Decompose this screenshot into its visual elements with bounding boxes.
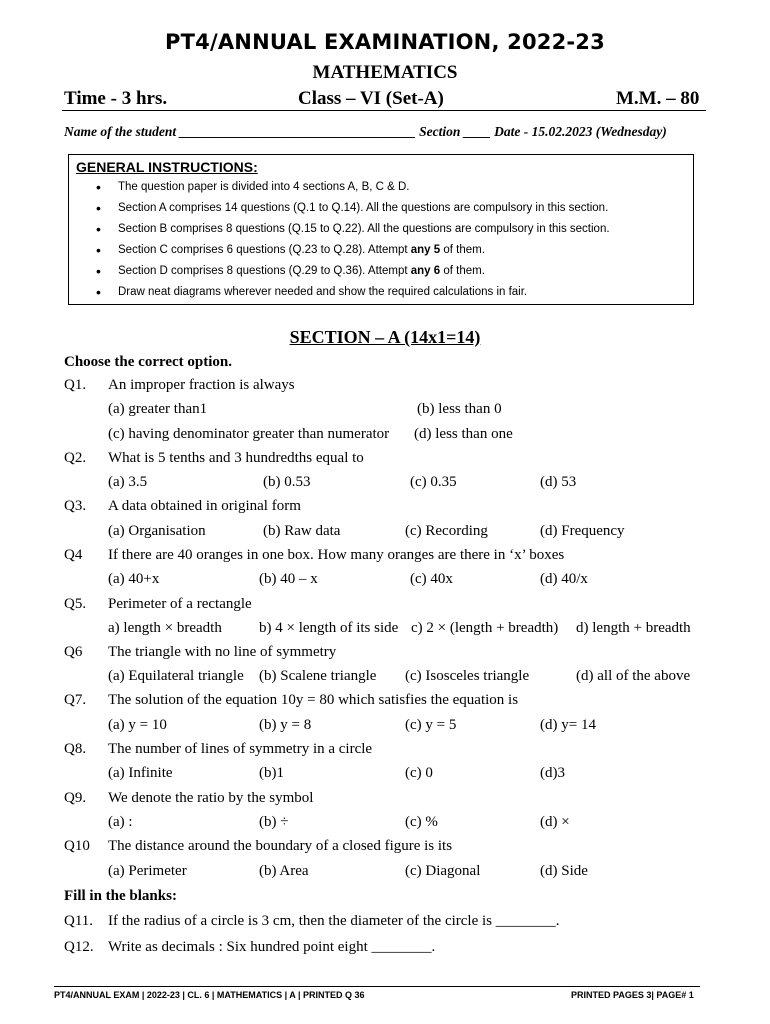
question-number: Q8. xyxy=(64,741,87,757)
footer-divider xyxy=(54,986,700,987)
question-number: Q3. xyxy=(64,498,87,514)
option: (d) Side xyxy=(540,863,588,879)
instructions-heading: GENERAL INSTRUCTIONS: xyxy=(76,159,258,175)
option: (c) 40x xyxy=(410,571,453,587)
option: b) 4 × length of its side xyxy=(259,620,399,636)
question-text: Perimeter of a rectangle xyxy=(108,596,252,612)
question-text: A data obtained in original form xyxy=(108,498,301,514)
option: (d) all of the above xyxy=(576,668,691,684)
question-text: The triangle with no line of symmetry xyxy=(108,644,337,660)
instruction-text: Section D comprises 8 questions (Q.29 to Q.36). Attempt xyxy=(118,265,411,277)
question-text: An improper fraction is always xyxy=(108,377,295,393)
exam-title: PT4/ANNUAL EXAMINATION, 2022-23 xyxy=(165,30,605,54)
question-number: Q10 xyxy=(64,838,90,854)
question-number: Q2. xyxy=(64,450,87,466)
question-number: Q9. xyxy=(64,790,87,806)
student-details-line: Name of the student ___________________________________ Section ____ Date - 15.02.2023 (Wednesday) xyxy=(64,124,667,139)
option: (b) ÷ xyxy=(259,814,289,830)
option: (a) Organisation xyxy=(108,523,206,539)
question-text: The distance around the boundary of a closed figure is its xyxy=(108,838,453,854)
option: (a) greater than1 xyxy=(108,401,208,417)
header-divider xyxy=(62,110,706,111)
question-number: Q11. xyxy=(64,913,94,929)
option: (d) × xyxy=(540,814,570,830)
option: (b) Raw data xyxy=(263,523,341,539)
option: (c) % xyxy=(405,814,438,830)
question-text: We denote the ratio by the symbol xyxy=(108,790,314,806)
footer-left: PT4/ANNUAL EXAM | 2022-23 | CL. 6 | MATHEMATICS | A | PRINTED Q 36 xyxy=(54,990,365,1000)
option: (d) y= 14 xyxy=(540,717,596,733)
option: (d) 40/x xyxy=(540,571,588,587)
option: (c) Isosceles triangle xyxy=(405,668,530,684)
fill-blanks-heading: Fill in the blanks: xyxy=(64,888,177,904)
option: (b) Area xyxy=(259,863,309,879)
question-number: Q1. xyxy=(64,377,87,393)
option: (b) Scalene triangle xyxy=(259,668,377,684)
option: (a) 40+x xyxy=(108,571,160,587)
option: (a) Equilateral triangle xyxy=(108,668,244,684)
option: (c) Diagonal xyxy=(405,863,481,879)
option: (d) less than one xyxy=(414,426,513,442)
option: (c) 0.35 xyxy=(410,474,457,490)
option: (c) Recording xyxy=(405,523,488,539)
option: (b) less than 0 xyxy=(417,401,502,417)
section-intro: Choose the correct option. xyxy=(64,354,233,370)
question-number: Q6 xyxy=(64,644,83,660)
option: (c) 0 xyxy=(405,765,433,781)
question-number: Q7. xyxy=(64,692,87,708)
option: d) length + breadth xyxy=(576,620,691,636)
question-text: The number of lines of symmetry in a circle xyxy=(108,741,373,757)
option: (b)1 xyxy=(259,765,284,781)
option: (c) y = 5 xyxy=(405,717,457,733)
option: (d)3 xyxy=(540,765,565,781)
question-text: Write as decimals : Six hundred point eight ________. xyxy=(108,939,436,955)
subject-title: MATHEMATICS xyxy=(312,62,458,83)
question-text: The solution of the equation 10y = 80 which satisfies the equation is xyxy=(108,692,519,708)
option: (d) Frequency xyxy=(540,523,625,539)
footer-right: PRINTED PAGES 3| PAGE# 1 xyxy=(571,990,694,1000)
option: (b) y = 8 xyxy=(259,717,312,733)
question-text: If the radius of a circle is 3 cm, then the diameter of the circle is ________. xyxy=(108,913,560,929)
question-text: If there are 40 oranges in one box. How many oranges are there in ‘x’ boxes xyxy=(108,547,565,563)
question-number: Q4 xyxy=(64,547,83,563)
option: (b) 40 – x xyxy=(259,571,318,587)
option: c) 2 × (length + breadth) xyxy=(411,620,559,636)
class-label: Class – VI (Set-A) xyxy=(298,88,444,109)
question-number: Q12. xyxy=(64,939,94,955)
option: (a) 3.5 xyxy=(108,474,148,490)
instruction-text: Section C comprises 6 questions (Q.23 to Q.28). Attempt xyxy=(118,244,411,256)
option: (a) Infinite xyxy=(108,765,173,781)
option: (b) 0.53 xyxy=(263,474,311,490)
option: a) length × breadth xyxy=(108,620,222,636)
option: (a) : xyxy=(108,814,133,830)
section-a-title: SECTION – A (14x1=14) xyxy=(289,327,481,347)
time-label: Time - 3 hrs. xyxy=(64,88,168,109)
option: (a) Perimeter xyxy=(108,863,187,879)
question-number: Q5. xyxy=(64,596,87,612)
question-text: What is 5 tenths and 3 hundredths equal to xyxy=(108,450,364,466)
option: (a) y = 10 xyxy=(108,717,167,733)
option: (c) having denominator greater than numerator xyxy=(108,426,390,442)
option: (d) 53 xyxy=(540,474,577,490)
max-marks-label: M.M. – 80 xyxy=(616,88,700,109)
